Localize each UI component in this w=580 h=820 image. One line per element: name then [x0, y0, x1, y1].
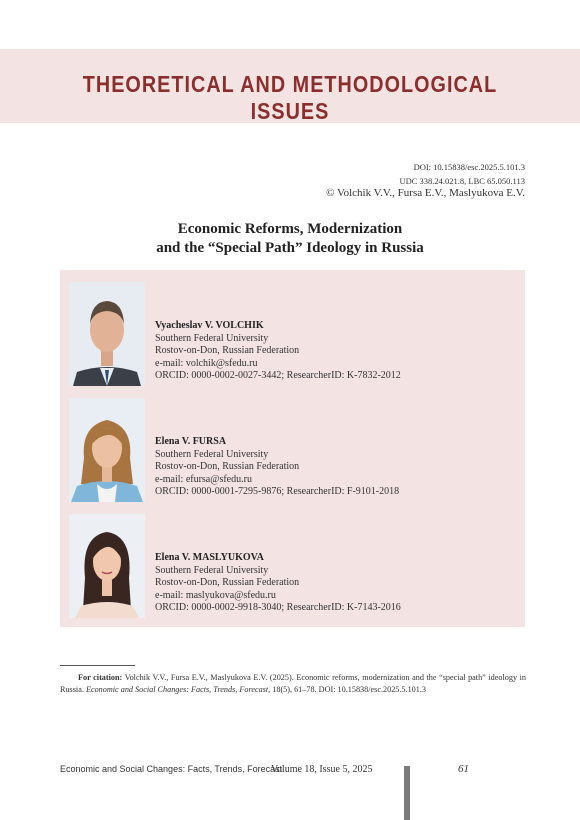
footer-journal: Economic and Social Changes: Facts, Trends, Forecast	[60, 764, 283, 774]
footer-volume: Volume 18, Issue 5, 2025	[271, 764, 373, 775]
footnote-rule	[60, 665, 135, 666]
article-identifiers	[399, 160, 525, 188]
author-name: Elena V. FURSA	[155, 436, 227, 447]
author-university: Southern Federal University	[155, 332, 269, 344]
author-photo	[69, 282, 145, 386]
author-card	[69, 282, 519, 392]
udc-lbc: UDC 338.24.021.8, LBC 65.050.113	[399, 176, 525, 186]
author-location: Rostov-on-Don, Russian Federation	[155, 577, 300, 588]
author-ids: ORCID: 0000-0002-9918-3040; ResearcherID: K-7143-2016	[155, 602, 401, 613]
author-location: Rostov-on-Don, Russian Federation	[155, 461, 300, 472]
author-info	[155, 552, 401, 615]
article-title-line-2: and the “Special Path” Ideology in Russia	[156, 240, 424, 256]
author-ids: ORCID: 0000-0002-0027-3442; ResearcherID: K-7832-2012	[155, 370, 401, 381]
citation-journal: Economic and Social Changes: Facts, Trends, Forecast	[85, 684, 269, 694]
citation-label: For citation:	[78, 673, 123, 682]
authors-panel	[60, 270, 525, 627]
author-photo	[69, 514, 145, 618]
author-ids: ORCID: 0000-0001-7295-9876; ResearcherID: F-9101-2018	[155, 486, 400, 497]
author-info	[155, 320, 401, 383]
author-email[interactable]: e-mail: maslyukova@sfedu.ru	[155, 589, 276, 601]
doi[interactable]: DOI: 10.15838/esc.2025.5.101.3	[413, 162, 525, 172]
author-university: Southern Federal University	[155, 564, 269, 576]
author-email[interactable]: e-mail: efursa@sfedu.ru	[155, 473, 252, 485]
author-card	[69, 398, 519, 508]
author-university: Southern Federal University	[155, 448, 269, 460]
author-photo	[69, 398, 145, 502]
author-location: Rostov-on-Don, Russian Federation	[155, 345, 300, 356]
author-card	[69, 514, 519, 624]
article-title	[0, 220, 580, 258]
article-title-line-1: Economic Reforms, Modernization	[177, 221, 403, 237]
section-title: THEORETICAL AND METHODOLOGICAL ISSUES	[82, 71, 498, 124]
author-info	[155, 436, 399, 499]
copyright: © Volchik V.V., Fursa E.V., Maslyukova E.V.	[326, 187, 525, 199]
footer-divider	[404, 766, 410, 820]
citation-tail: , 18(5), 61–78. DOI: 10.15838/esc.2025.5.101.3	[268, 684, 426, 694]
page-number: 61	[458, 763, 469, 775]
section-banner	[0, 49, 580, 123]
author-name: Elena V. MASLYUKOVA	[155, 552, 264, 563]
author-name: Vyacheslav V. VOLCHIK	[155, 320, 264, 331]
citation-note	[60, 672, 526, 695]
citation-text: Volchik V.V., Fursa E.V., Maslyukova E.V. (2025). Economic reforms, modernization and the “special path” ideology in Russia.	[60, 673, 526, 694]
author-email[interactable]: e-mail: volchik@sfedu.ru	[155, 357, 258, 369]
